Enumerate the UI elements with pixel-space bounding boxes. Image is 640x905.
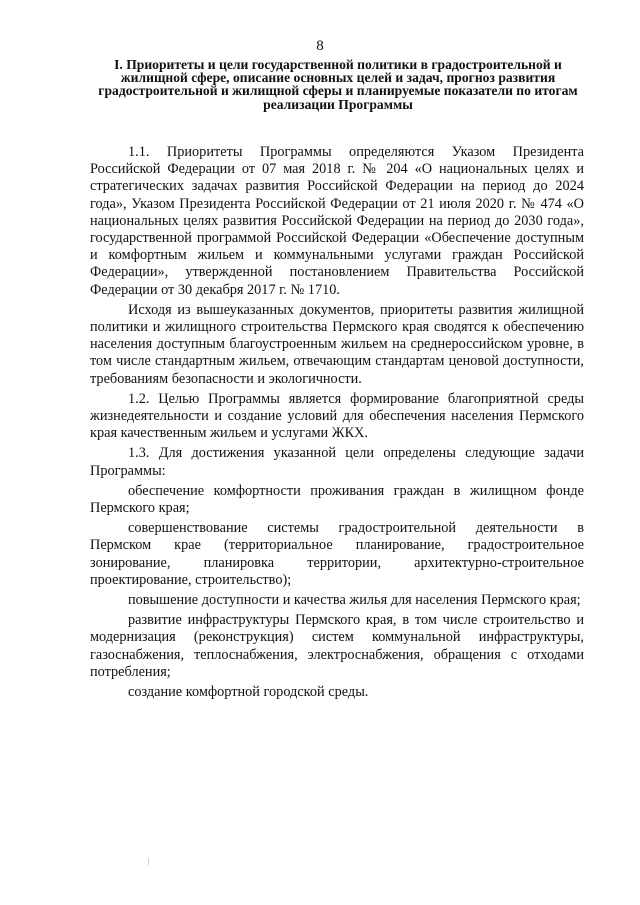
paragraph-housing-priorities: Исходя из вышеуказанных документов, приоритеты развития жилищной политики и жилищного строительства Пермского края сводятся к обеспечению населения доступным благоустроенным жильем на среднероссийском уровне, в том числе стандартным жильем, отвечающим стандартам ценовой доступности, требованиям безопасности и экологичности.	[90, 301, 584, 387]
scan-mark	[148, 858, 149, 865]
section-heading: I. Приоритеты и цели государственной политики в градостроительной и жилищной сфере, описание основных целей и задач, прогноз развития градостроительной и жилищной сферы и планируемые показатели по итогам реализации Программы	[98, 57, 578, 112]
paragraph-goal: 1.2. Целью Программы является формирование благоприятной среды жизнедеятельности и создание условий для обеспечения населения Пермского края качественным жильем и услугами ЖКХ.	[90, 390, 584, 442]
task-item: совершенствование системы градостроительной деятельности в Пермском крае (территориальное планирование, градостроительное зонирование, планировка территории, архитектурно-строительное проектирование, строительство);	[90, 520, 584, 588]
document-body	[90, 144, 584, 704]
page-number: 8	[316, 38, 324, 54]
paragraph-tasks-intro: 1.3. Для достижения указанной цели определены следующие задачи Программы:	[90, 445, 584, 479]
task-item: создание комфортной городской среды.	[128, 684, 369, 701]
task-item: обеспечение комфортности проживания граждан в жилищном фонде Пермского края;	[90, 482, 584, 517]
paragraph-priorities: 1.1. Приоритеты Программы определяются Указом Президента Российской Федерации от 07 мая 2018 г. № 204 «О национальных целях и стратегических задачах развития Российской Федерации на период до 2024 года», Указом Президента Российской Федерации от 21 июля 2020 г. № 474 «О национальных целях развития Российской Федерации на период до 2030 года», государственной программой Российской Федерации «Обеспечение доступным и комфортным жильем и коммунальными услугами граждан Российской Федерации», утвержденной постановлением Правительства Российской Федерации от 30 декабря 2017 г. № 1710.	[90, 144, 584, 298]
task-item: повышение доступности и качества жилья для населения Пермского края;	[128, 592, 581, 609]
task-item: развитие инфраструктуры Пермского края, в том числе строительство и модернизация (реконструкция) систем коммунальной инфраструктуры, газоснабжения, теплоснабжения, электроснабжения, обращения с отходами потребления;	[90, 612, 584, 680]
